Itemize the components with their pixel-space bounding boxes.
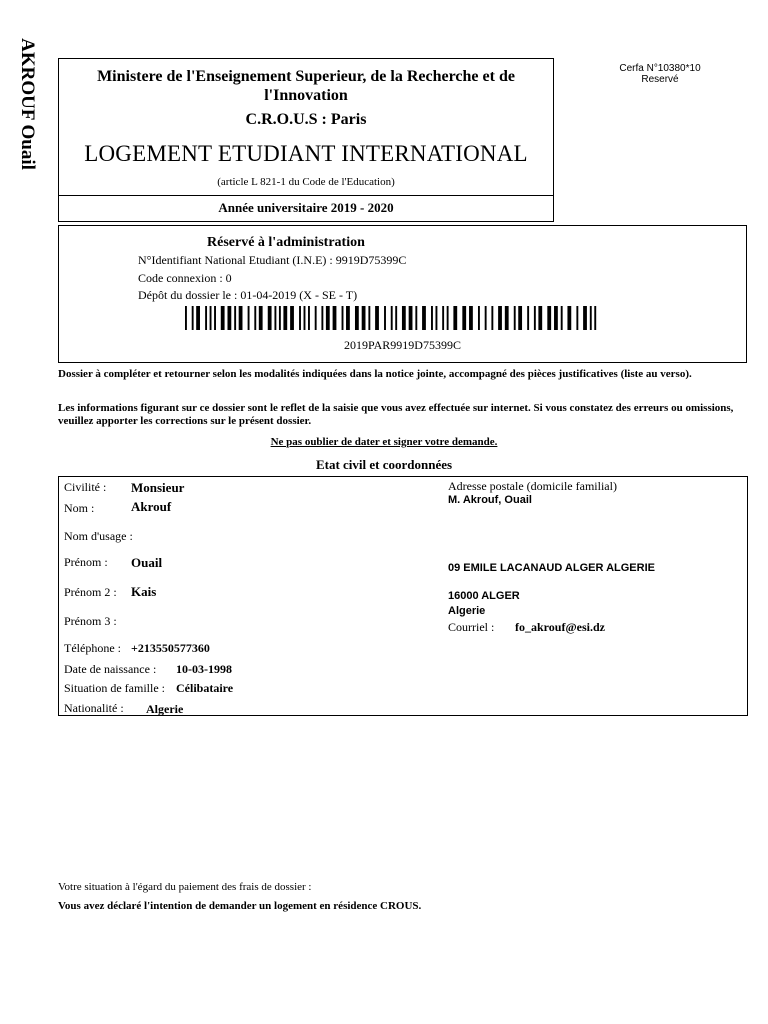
ministry-name: Ministere de l'Enseignement Superieur, de la Recherche et de l'Innovation bbox=[97, 68, 515, 104]
admin-title: Réservé à l'administration bbox=[207, 235, 365, 250]
prenom-label: Prénom : bbox=[64, 555, 108, 569]
civilite-value: Monsieur bbox=[131, 480, 185, 495]
article-reference: (article L 821-1 du Code de l'Education) bbox=[217, 176, 395, 188]
code-line: Code connexion : 0 bbox=[138, 271, 232, 285]
header-divider bbox=[59, 195, 553, 196]
document-title: LOGEMENT ETUDIANT INTERNATIONAL bbox=[84, 141, 528, 166]
prenom2-value: Kais bbox=[131, 584, 157, 599]
cerfa-number: Cerfa N°10380*10 bbox=[619, 63, 701, 74]
courriel-label: Courriel : bbox=[448, 620, 495, 634]
nom-label: Nom : bbox=[64, 501, 95, 515]
deposit-line: Dépôt du dossier le : 01-04-2019 (X - SE - T) bbox=[138, 288, 358, 302]
prenom3-label: Prénom 3 : bbox=[64, 614, 117, 628]
cerfa-reference bbox=[600, 63, 720, 85]
adresse-name: M. Akrouf, Ouail bbox=[448, 494, 532, 506]
adresse-country: Algerie bbox=[448, 605, 486, 617]
prenom2-label: Prénom 2 : bbox=[64, 585, 117, 599]
famille-value: Célibataire bbox=[176, 681, 234, 695]
nationalite-value: Algerie bbox=[146, 702, 184, 716]
crous-name: C.R.O.U.S : Paris bbox=[245, 111, 367, 128]
adresse-label: Adresse postale (domicile familial) bbox=[448, 479, 617, 493]
crous-intention-statement: Vous avez déclaré l'intention de demander un logement en résidence CROUS. bbox=[58, 900, 422, 912]
sign-reminder: Ne pas oublier de dater et signer votre demande. bbox=[270, 436, 498, 448]
courriel-value: fo_akrouf@esi.dz bbox=[515, 620, 605, 634]
academic-year: Année universitaire 2019 - 2020 bbox=[218, 200, 394, 215]
side-name-label: AKROUF Ouail bbox=[17, 38, 38, 170]
civil-status-box bbox=[58, 476, 748, 716]
naissance-label: Date de naissance : bbox=[64, 662, 157, 676]
cerfa-reserved: Reservé bbox=[641, 74, 679, 85]
notice-paragraph-1: Dossier à compléter et retourner selon les modalités indiquées dans la notice jointe, accompagné des pièces justificatives (liste au verso). bbox=[58, 368, 692, 380]
nationalite-label: Nationalité : bbox=[64, 701, 124, 715]
telephone-value: +213550577360 bbox=[131, 641, 210, 655]
admin-box bbox=[58, 225, 747, 363]
adresse-street: 09 EMILE LACANAUD ALGER ALGERIE bbox=[448, 562, 655, 574]
section-title: Etat civil et coordonnées bbox=[315, 457, 453, 472]
payment-situation-label: Votre situation à l'égard du paiement des frais de dossier : bbox=[58, 881, 312, 893]
prenom-value: Ouail bbox=[131, 555, 163, 570]
header-box bbox=[58, 58, 554, 222]
telephone-label: Téléphone : bbox=[64, 641, 121, 655]
famille-label: Situation de famille : bbox=[64, 681, 165, 695]
barcode bbox=[185, 306, 601, 330]
naissance-value: 10-03-1998 bbox=[176, 662, 232, 676]
nom-usage-label: Nom d'usage : bbox=[64, 529, 133, 543]
adresse-city: 16000 ALGER bbox=[448, 590, 520, 602]
nom-value: Akrouf bbox=[131, 499, 172, 514]
barcode-text: 2019PAR9919D75399C bbox=[344, 338, 461, 352]
civilite-label: Civilité : bbox=[64, 480, 107, 494]
notice-paragraph-2: Les informations figurant sur ce dossier sont le reflet de la saisie que vous avez effectuée sur internet. Si vous constatez des erreurs ou omissions, veuillez apporter les corrections sur le présent dossier. bbox=[58, 402, 734, 427]
ine-line: N°Identifiant National Etudiant (I.N.E) : 9919D75399C bbox=[138, 253, 407, 267]
